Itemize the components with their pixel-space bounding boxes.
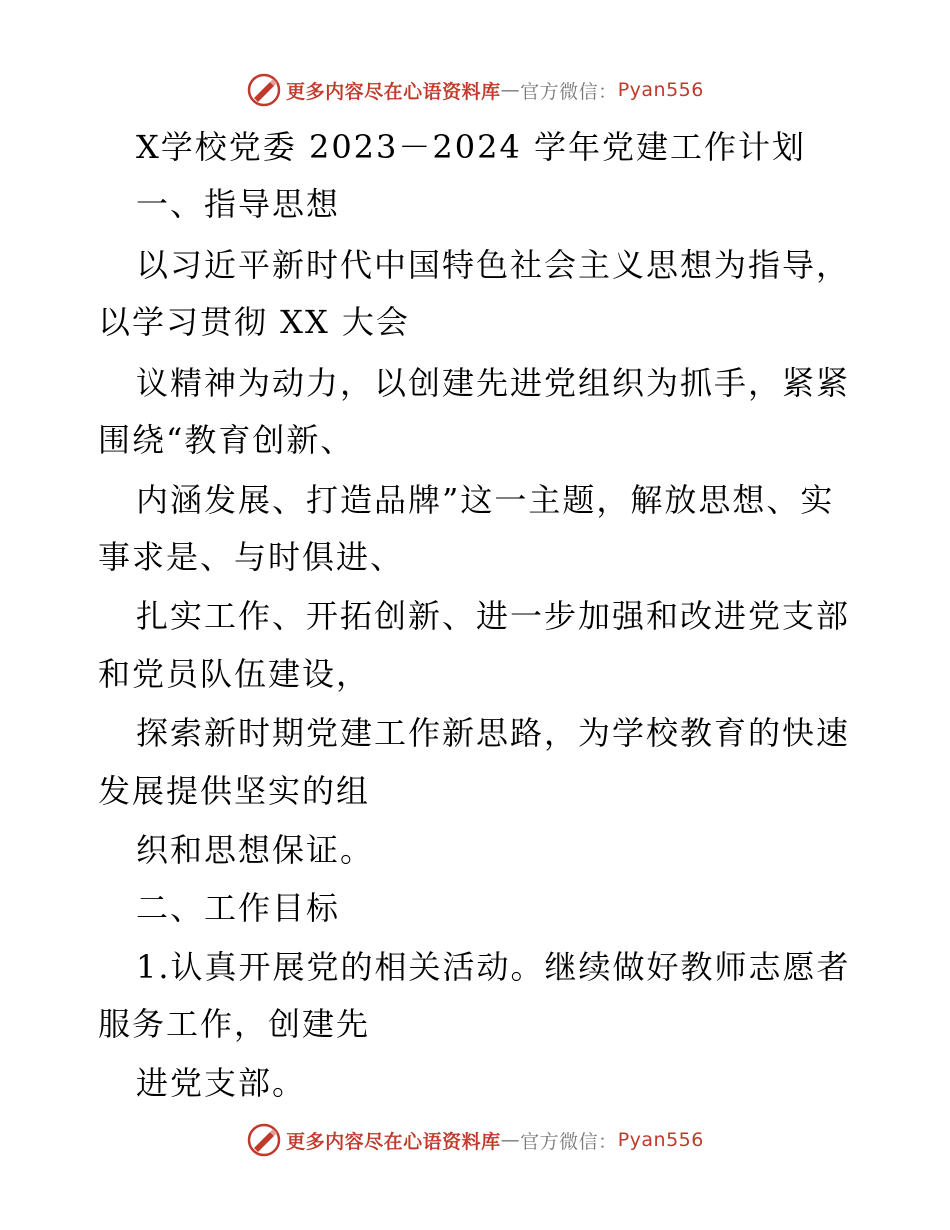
watermark-main-text: 更多内容尽在心语资料库 [286,1130,501,1153]
watermark-wechat-id: Pyan556 [617,1129,704,1151]
watermark-main-text: 更多内容尽在心语资料库 [286,80,501,103]
paragraph-line: 事求是、与时俱进、 [98,538,405,576]
goal-line: 进党支部。 [136,1064,307,1102]
paragraph-line: 围绕“教育创新、 [98,421,355,459]
paragraph-line: 扎实工作、开拓创新、进一步加强和改进党支部 [136,597,851,635]
paragraph-line: 以习近平新时代中国特色社会主义思想为指导， [136,246,851,284]
watermark-dash: — [500,79,521,101]
goal-line: 服务工作，创建先 [98,1005,371,1043]
section-heading-work-goals: 二、工作目标 [136,889,341,927]
paragraph-line: 议精神为动力，以创建先进党组织为抓手，紧紧 [136,364,851,402]
footer-watermark [0,1120,950,1160]
paragraph-line: 发展提供坚实的组 [98,772,371,810]
section-heading-guiding-ideology: 一、指导思想 [136,185,341,223]
paragraph-line: 织和思想保证。 [136,831,375,869]
watermark-dash: — [500,1129,521,1151]
paragraph-line: 和党员队伍建设， [98,655,371,693]
goal-line: 1.认真开展党的相关活动。继续做好教师志愿者 [136,948,851,986]
paragraph-line: 探索新时期党建工作新思路，为学校教育的快速 [136,714,851,752]
pen-logo-icon [246,1122,282,1158]
header-watermark [0,70,950,110]
document-title: X学校党委 2023－2024 学年党建工作计划 [136,128,807,166]
paragraph-line: 内涵发展、打造品牌”这一主题，解放思想、实 [136,481,835,519]
watermark-official-label: 官方微信： [520,1130,618,1153]
paragraph-line: 以学习贯彻 XX 大会 [98,303,410,341]
watermark-official-label: 官方微信： [520,80,618,103]
pen-logo-icon [246,72,282,108]
watermark-wechat-id: Pyan556 [617,79,704,101]
